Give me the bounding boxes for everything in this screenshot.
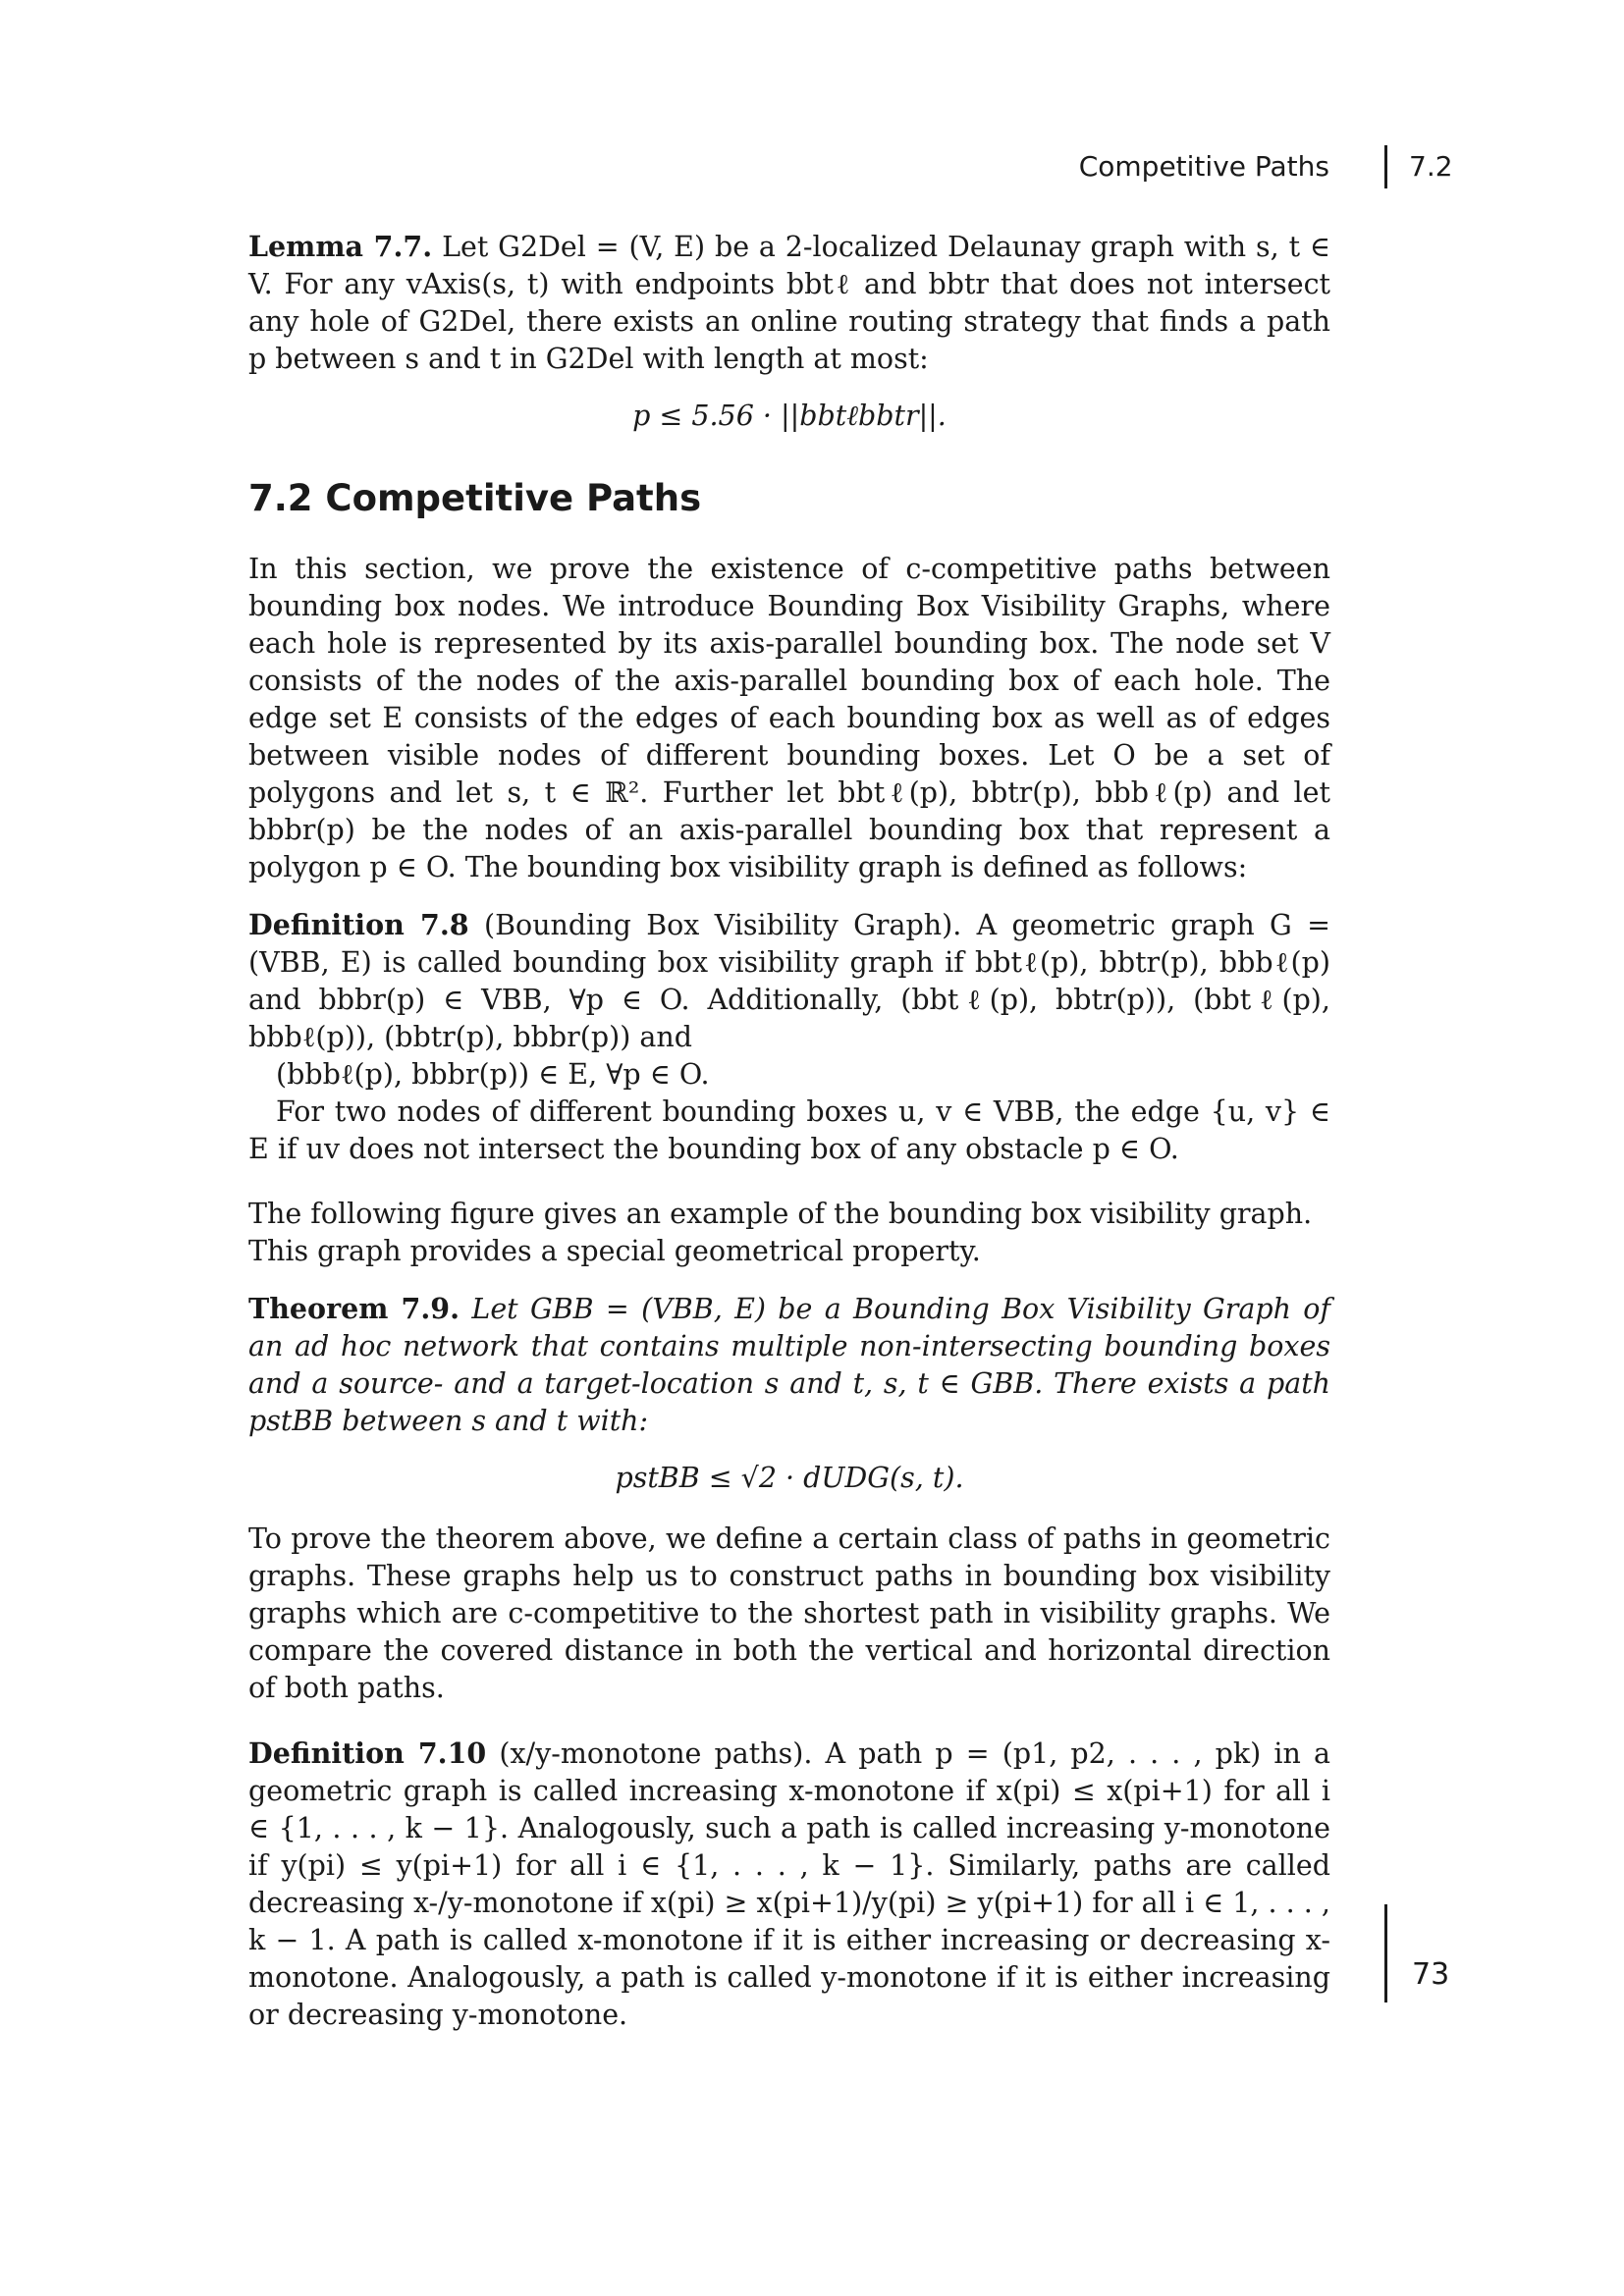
running-head-title: Competitive Paths (1078, 150, 1329, 183)
definition-7-10-text: A path p = (p1, p2, . . . , pk) in a geometric graph is called increasing x-monotone if x(pi) ≤ x(pi+1) for all i ∈ {1, . . . , k − 1}. Analogously, such a path is called increasing y-monotone if y(pi) ≤ y(pi+1) for all i ∈ {1, . . . , k − 1}. Similarly, paths are called decreasing x-/y-monotone if x(pi) ≥ x(pi+1)/y(pi) ≥ y(pi+1) for all i ∈ 1, . . . , k − 1. A path is called x-monotone if it is either increasing or decreasing x-monotone. Analogously, a path is called y-monotone if it is either increasing or decreasing y-monotone. (248, 1737, 1330, 2031)
lemma-7-7 (248, 228, 1330, 378)
footer-rule (1384, 1904, 1387, 2002)
theorem-formula: pstBB ≤ √2 · dUDG(s, t). (615, 1462, 964, 1494)
figure-note-line-2: This graph provides a special geometrical property. (248, 1235, 981, 1267)
definition-7-10-label: Definition 7.10 (248, 1736, 487, 1770)
proof-intro: To prove the theorem above, we define a certain class of paths in geometric graphs. These graphs help us to construct paths in bounding box visibility graphs which are c-competitive to the shortest path in visibility graphs. We compare the covered distance in both the vertical and horizontal direction of both paths. (248, 1522, 1330, 1704)
definition-7-8-edge-rule: For two nodes of different bounding boxes u, v ∈ VBB, the edge {u, v} ∈ E if uv does not intersect the bounding box of any obstacle p ∈ O. (248, 1095, 1330, 1165)
running-head (0, 147, 1624, 196)
definition-7-8 (248, 906, 1330, 1056)
page-number: 73 (1412, 1957, 1450, 1992)
theorem-label: Theorem 7.9. (248, 1292, 460, 1325)
main-content (248, 228, 1330, 2034)
lemma-label: Lemma 7.7. (248, 230, 433, 263)
definition-7-8-text-1: A geometric graph G = (VBB, E) is called bounding box visibility graph if bbtℓ(p), bbtr(p), bbbℓ(p) and bbbr(p) ∈ VBB, ∀p ∈ O. Additionally, (bbtℓ(p), bbtr(p)), (bbtℓ(p), bbbℓ(p)), (bbtr(p), bbbr(p)) and (248, 909, 1330, 1053)
definition-7-10-title: (x/y-monotone paths). (499, 1737, 813, 1770)
page-footer (0, 1904, 1624, 2022)
definition-7-8-label: Definition 7.8 (248, 908, 469, 941)
definition-7-8-title: (Bounding Box Visibility Graph). (483, 909, 962, 941)
lemma-text: Let G2Del = (V, E) be a 2-localized Delaunay graph with s, t ∈ V. For any vAxis(s, t) with endpoints bbtℓ and bbtr that does not intersect any hole of G2Del, there exists an online routing strategy that finds a path p between s and t in G2Del with length at most: (248, 231, 1330, 375)
definition-7-8-continuation: (bbbℓ(p), bbbr(p)) ∈ E, ∀p ∈ O. (276, 1058, 710, 1091)
theorem-text: Let GBB = (VBB, E) be a Bounding Box Visibility Graph of an ad hoc network that contains multiple non-intersecting bounding boxes and a source- and a target-location s and t, s, t ∈ GBB. There exists a path pstBB between s and t with: (248, 1293, 1330, 1437)
running-head-rule (1384, 145, 1387, 188)
theorem-7-9 (248, 1290, 1330, 1440)
figure-note-line-1: The following figure gives an example of the bounding box visibility graph. (248, 1198, 1313, 1230)
section-heading: 7.2 Competitive Paths (248, 477, 702, 519)
running-head-section-number: 7.2 (1409, 150, 1453, 183)
lemma-formula: p ≤ 5.56 · ||bbtℓbbtr||. (632, 400, 947, 432)
section-intro: In this section, we prove the existence of c-competitive paths between bounding box nodes. We introduce Bounding Box Visibility Graphs, where each hole is represented by its axis-parallel bounding box. The node set V consists of the nodes of the axis-parallel bounding box of each hole. The edge set E consists of the edges of each bounding box as well as of edges between visible nodes of different bounding boxes. Let O be a set of polygons and let s, t ∈ ℝ². Further let bbtℓ(p), bbtr(p), bbbℓ(p) and let bbbr(p) be the nodes of an axis-parallel bounding box that represent a polygon p ∈ O. The bounding box visibility graph is defined as follows: (248, 553, 1330, 883)
